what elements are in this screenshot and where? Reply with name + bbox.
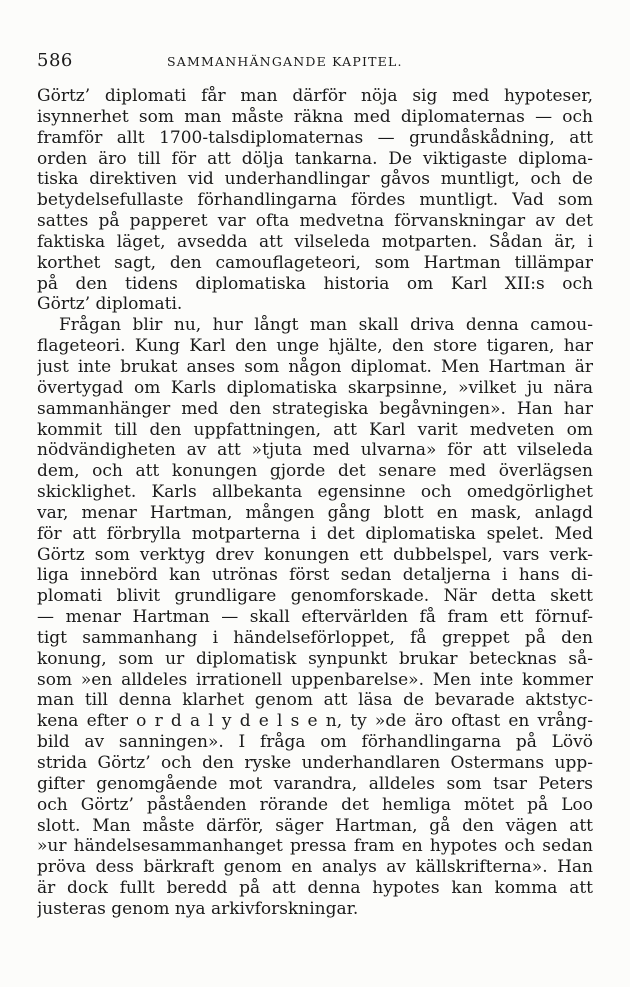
text-line: skicklighet. Karls allbekanta egensinne och omedgörlighet — [37, 482, 593, 503]
text-line: orden äro till för att dölja tankarna. De viktigaste diploma- — [37, 148, 593, 169]
text-line: bild av sanningen». I fråga om förhandlingarna på Lövö — [37, 732, 593, 753]
text-line: flageteori. Kung Karl den unge hjälte, den store tigaren, har — [37, 336, 593, 357]
text-line: och Görtz’ påståenden rörande det hemliga mötet på Loo — [37, 794, 593, 815]
running-title: SAMMANHÄNGANDE KAPITEL. — [167, 54, 403, 69]
text-line: »ur händelsesammanhanget pressa fram en hypotes och sedan — [37, 836, 593, 857]
text-line: som »en alldeles irrationell uppenbarelse». Men inte kommer — [37, 669, 593, 690]
text-line: — menar Hartman — skall eftervärlden få fram ett förnuf- — [37, 607, 593, 628]
text-line: Görtz som verktyg drev konungen ett dubbelspel, vars verk- — [37, 544, 593, 565]
text-line: gifter genomgående mot varandra, alldeles som tsar Peters — [37, 773, 593, 794]
text-line: dem, och att konungen gjorde det senare med överlägsen — [37, 461, 593, 482]
text-line: kommit till den uppfattningen, att Karl varit medveten om — [37, 419, 593, 440]
text-line: isynnerhet som man måste räkna med diplomaternas — och — [37, 106, 593, 127]
running-head — [37, 50, 593, 74]
text-line: just inte brukat anses som någon diplomat. Men Hartman är — [37, 356, 593, 377]
text-line: man till denna klarhet genom att läsa de bevarade aktstyc- — [37, 690, 593, 711]
text-line: kena efter o r d a l y d e l s e n, ty »de äro oftast en vrång- — [37, 711, 593, 732]
text-line: framför allt 1700-talsdiplomaternas — grundåskådning, att — [37, 127, 593, 148]
text-line: pröva dess bärkraft genom en analys av källskrifterna». Han — [37, 857, 593, 878]
text-line: tiska direktiven vid underhandlingar gåvos muntligt, och de — [37, 169, 593, 190]
text-line: Görtz’ diplomati. — [37, 294, 183, 315]
text-line: sammanhänger med den strategiska begåvningen». Han har — [37, 398, 593, 419]
body-text — [37, 86, 593, 920]
text-line: slott. Man måste därför, säger Hartman, gå den vägen att — [37, 815, 593, 836]
text-line: var, menar Hartman, mången gång blott en mask, anlagd — [37, 502, 593, 523]
text-line: sattes på papperet var ofta medvetna förvanskningar av det — [37, 211, 593, 232]
text-line: Frågan blir nu, hur långt man skall driva denna camou- — [59, 315, 593, 336]
text-line: för att förbrylla motparterna i det diplomatiska spelet. Med — [37, 523, 593, 544]
text-line: liga innebörd kan utrönas först sedan detaljerna i hans di- — [37, 565, 593, 586]
text-line: betydelsefullaste förhandlingarna fördes muntligt. Vad som — [37, 190, 593, 211]
book-page — [37, 50, 593, 920]
text-line: på den tidens diplomatiska historia om Karl XII:s och — [37, 273, 593, 294]
text-line: konung, som ur diplomatisk synpunkt brukar betecknas så- — [37, 648, 593, 669]
text-line: är dock fullt beredd på att denna hypotes kan komma att — [37, 878, 593, 899]
text-line: korthet sagt, den camouflageteori, som Hartman tillämpar — [37, 252, 593, 273]
text-line: strida Görtz’ och den ryske underhandlaren Ostermans upp- — [37, 753, 593, 773]
text-line: justeras genom nya arkivforskningar. — [37, 898, 359, 919]
text-line: tigt sammanhang i händelseförloppet, få greppet på den — [37, 627, 593, 648]
text-line: övertygad om Karls diplomatiska skarpsinne, »vilket ju nära — [37, 377, 593, 398]
text-line: nödvändigheten av att »tjuta med ulvarna» för att vilseleda — [37, 440, 593, 461]
text-line: faktiska läget, avsedda att vilseleda motparten. Sådan är, i — [37, 231, 593, 252]
page-number: 586 — [37, 50, 73, 71]
text-line: Görtz’ diplomati får man därför nöja sig med hypoteser, — [37, 86, 593, 106]
text-line: plomati blivit grundligare genomforskade. När detta skett — [37, 586, 593, 607]
